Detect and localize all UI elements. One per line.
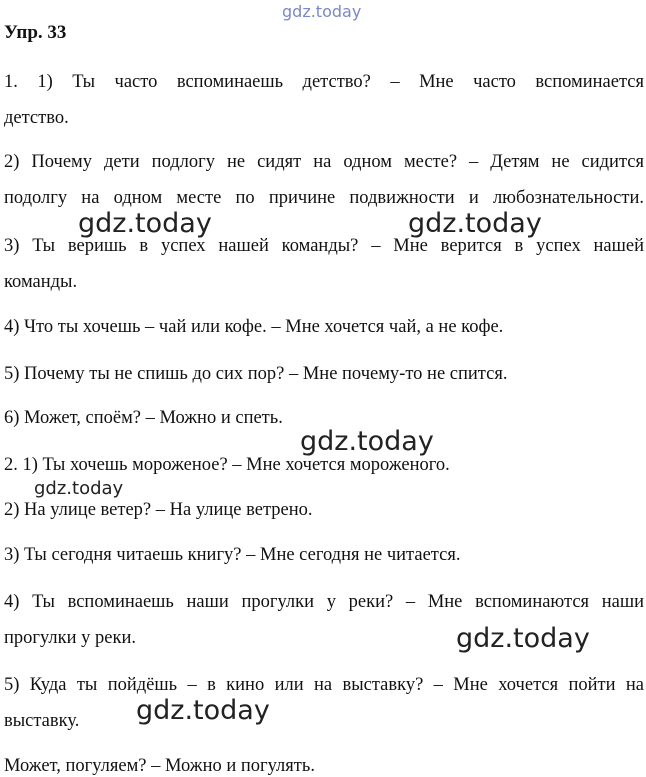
watermark: gdz.today [300,426,434,457]
answer-line: детство. [4,108,69,128]
answer-line: 5) Куда ты пойдёшь – в кино или на выставку? – Мне хочется пойти на [4,675,644,695]
exercise-heading: Упр. 33 [4,22,67,43]
watermark: gdz.today [408,208,542,239]
answer-line: Может, погуляем? – Можно и погулять. [4,756,315,776]
watermark: gdz.today [456,623,590,654]
answer-line: команды. [4,272,78,292]
watermark: gdz.today [78,208,212,239]
answer-line: 2. 1) Ты хочешь мороженое? – Мне хочется мороженого. [4,455,450,475]
answer-line: 2) Почему дети подлогу не сидят на одном месте? – Детям не сидится [4,152,644,172]
watermark: gdz.today [282,2,362,21]
answer-line: 5) Почему ты не спишь до сих пор? – Мне почему-то не спится. [4,364,508,384]
watermark: gdz.today [136,695,270,726]
answer-line: 4) Ты вспоминаешь наши прогулки у реки? – Мне вспоминаются наши [4,592,644,612]
answer-line: выставку. [4,711,80,731]
answer-line: 1. 1) Ты часто вспоминаешь детство? – Мне часто вспоминается [4,72,644,92]
watermark: gdz.today [34,478,124,499]
answer-line: 2) На улице ветер? – На улице ветрено. [4,500,313,520]
answer-line: 3) Ты веришь в успех нашей команды? – Мне верится в успех нашей [4,236,644,256]
answer-line: прогулки у реки. [4,628,137,648]
answer-line: 3) Ты сегодня читаешь книгу? – Мне сегодня не читается. [4,545,461,565]
answer-line: подолгу на одном месте по причине подвижности и любознательности. [4,188,644,208]
answer-line: 6) Может, споём? – Можно и спеть. [4,408,283,428]
answer-line: 4) Что ты хочешь – чай или кофе. – Мне хочется чай, а не кофе. [4,317,504,337]
